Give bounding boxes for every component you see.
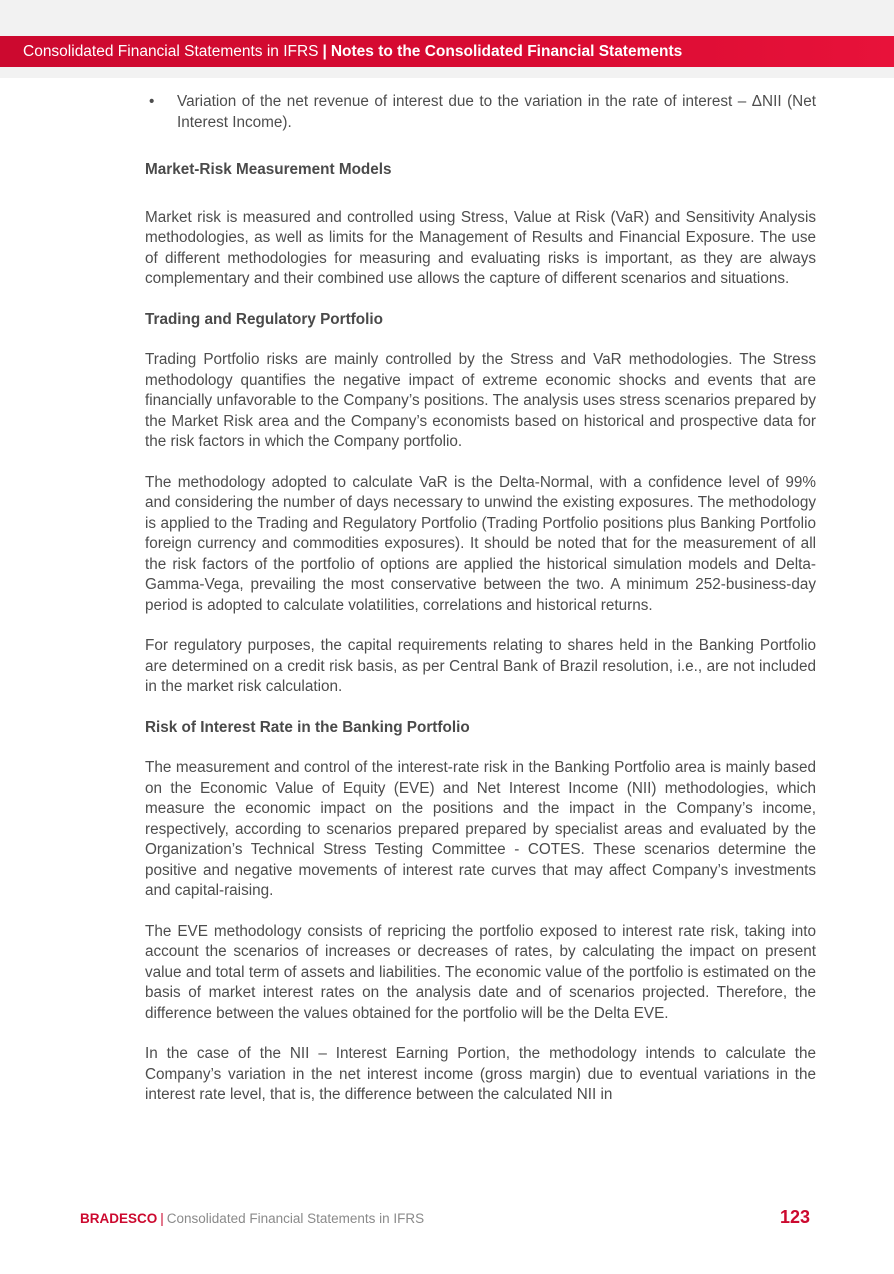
header-left-title: Consolidated Financial Statements in IFRS [23,43,319,60]
bullet-text: Variation of the net revenue of interest due to the variation in the rate of interest – ΔNII (Net Interest Income). [177,93,816,131]
header-separator: | [322,43,327,60]
running-footer [80,1210,424,1228]
paragraph-var-methodology: The methodology adopted to calculate VaR is the Delta-Normal, with a confidence level of 99% and considering the number of days necessary to unwind the existing exposures. The methodology is applied to the Trading and Regulatory Portfolio (Trading Portfolio positions plus Banking Portfolio foreign currency and commodities exposures). It should be noted that for the measurement of all the risk factors of the portfolio of options are applied the historical simulation models and Delta-Gamma-Vega, prevailing the most conservative between the two. A minimum 252-business-day period is adopted to calculate volatilities, correlations and historical returns. [145,473,816,614]
paragraph-eve-methodology: The EVE methodology consists of repricing the portfolio exposed to interest rate risk, taking into account the scenarios of increases or decreases of rates, by calculating the impact on present value and total term of assets and liabilities. The economic value of the portfolio is estimated on the basis of market interest rates on the analysis date and of scenarios projected. Therefore, the difference between the values obtained for the portfolio will be the Delta EVE. [145,922,816,1022]
page-number: 123 [780,1207,811,1227]
top-margin [0,0,894,36]
bullet-marker: • [149,93,155,110]
footer-separator: | [160,1211,164,1226]
footer-title: Consolidated Financial Statements in IFRS [166,1211,425,1226]
bullet-item [145,92,816,133]
heading-interest-rate-risk: Risk of Interest Rate in the Banking Portfolio [145,718,470,736]
header-text [23,36,682,67]
paragraph-nii-methodology: In the case of the NII – Interest Earning Portion, the methodology intends to calculate the Company’s variation in the net interest income (gross margin) due to eventual variations in the interest rate level, that is, the difference between the calculated NII in [145,1045,816,1103]
heading-trading-portfolio: Trading and Regulatory Portfolio [145,310,383,328]
page-body [145,92,816,1106]
footer-brand: BRADESCO [80,1211,158,1226]
paragraph-irrbb-measurement: The measurement and control of the interest-rate risk in the Banking Portfolio area is mainly based on the Economic Value of Equity (EVE) and Net Interest Income (NII) methodologies, which measure the economic impact on the positions and the impact in the Company’s income, respectively, according to scenarios prepared prepared by specialist areas and evaluated by the Organization’s Technical Stress Testing Committee - COTES. These scenarios determine the positive and negative movements of interest rate curves that may affect Company’s investments and capital-raising. [145,759,816,899]
header-right-title: Notes to the Consolidated Financial Statements [330,43,683,60]
running-header [0,36,894,67]
paragraph-trading-risks: Trading Portfolio risks are mainly controlled by the Stress and VaR methodologies. The Stress methodology quantifies the negative impact of extreme economic shocks and events that are financially unfavorable to the Company’s positions. The analysis uses stress scenarios prepared by the Market Risk area and the Company’s economists based on historical and prospective data for the risk factors in which the Company portfolio. [145,351,816,450]
header-underlay [0,67,894,78]
heading-market-risk-models: Market-Risk Measurement Models [145,161,392,178]
paragraph-market-risk: Market risk is measured and controlled using Stress, Value at Risk (VaR) and Sensitivity Analysis methodologies, as well as limits for the Management of Results and Financial Exposure. The use of different methodologies for measuring and evaluating risks is important, as they are always complementary and their combined use allows the capture of different scenarios and situations. [145,208,816,287]
paragraph-regulatory-purposes: For regulatory purposes, the capital requirements relating to shares held in the Banking Portfolio are determined on a credit risk basis, as per Central Bank of Brazil resolution, i.e., are not included in the market risk calculation. [145,637,816,695]
